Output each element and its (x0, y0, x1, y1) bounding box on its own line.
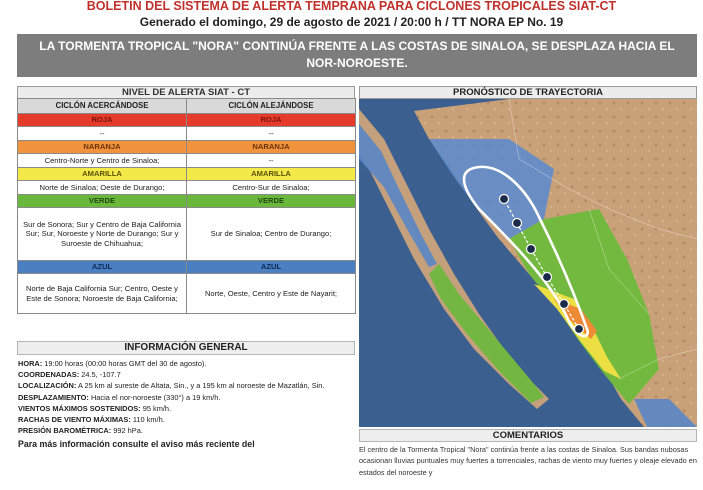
approaching-value: Centro-Norte y Centro de Sinaloa; (18, 154, 187, 168)
info-coordenadas (18, 369, 356, 380)
level-label-departing: NARANJA (187, 141, 356, 154)
alert-value-row (18, 208, 356, 261)
loc-label: LOCALIZACIÓN: (18, 381, 77, 391)
info-desplazamiento (18, 392, 356, 403)
info-hora (18, 358, 356, 369)
rachas-value: 110 km/h. (132, 415, 165, 425)
presion-label: PRESIÓN BAROMÉTRICA: (18, 426, 112, 436)
info-presion (18, 425, 356, 436)
alert-level-row-naranja (18, 141, 356, 154)
storm-position-marker (527, 245, 536, 254)
info-panel (18, 358, 356, 450)
presion-value: 992 hPa. (113, 426, 143, 436)
hora-label: HORA: (18, 359, 43, 368)
desp-value: Hacia el nor-noroeste (330°) a 19 km/h. (90, 392, 221, 402)
level-label-approaching: ROJA (18, 114, 187, 127)
approaching-value: Norte de Baja California Sur; Centro, Oeste y Este de Sonora; Noroeste de Baja California; (18, 274, 187, 314)
level-label-departing: AMARILLA (187, 168, 356, 181)
alert-level-row-roja (18, 114, 356, 127)
alert-section-title: NIVEL DE ALERTA SIAT - CT (17, 86, 355, 99)
departing-value: Centro-Sur de Sinaloa; (187, 181, 356, 195)
alert-value-row (18, 181, 356, 195)
storm-position-marker (500, 195, 509, 204)
alert-value-row (18, 154, 356, 168)
departing-value: Norte, Oeste, Centro y Este de Nayarit; (187, 274, 356, 314)
alert-level-row-azul (18, 261, 356, 274)
storm-position-marker (543, 273, 552, 282)
level-label-approaching: AMARILLA (18, 168, 187, 181)
alert-value-row (18, 274, 356, 314)
level-label-approaching: VERDE (18, 195, 187, 208)
rachas-label: RACHAS DE VIENTO MÁXIMAS: (18, 415, 131, 425)
departing-value: -- (187, 127, 356, 141)
map-section-title: PRONÓSTICO DE TRAYECTORIA (359, 86, 697, 99)
trajectory-map-graphic (359, 99, 697, 427)
alert-level-table (17, 98, 356, 314)
bulletin-subtitle: Generado el domingo, 29 de agosto de 2021 / 20:00 h / TT NORA EP No. 19 (139, 15, 564, 29)
info-more-link: Para más información consulte el aviso más reciente del (18, 439, 255, 450)
info-rachas (18, 414, 356, 425)
level-label-departing: AZUL (187, 261, 356, 274)
info-vientos (18, 403, 356, 414)
level-label-approaching: AZUL (18, 261, 187, 274)
desp-label: DESPLAZAMIENTO: (18, 392, 89, 402)
info-section-title: INFORMACIÓN GENERAL (17, 341, 355, 355)
coord-value: 24.5, -107.7 (81, 370, 121, 380)
headline-banner: LA TORMENTA TROPICAL "NORA" CONTINÚA FRENTE A LAS COSTAS DE SINALOA, SE DESPLAZA HACIA EL NOR-NOROESTE. (17, 34, 697, 77)
alert-level-row-verde (18, 195, 356, 208)
departing-value: -- (187, 154, 356, 168)
col-departing-header: CICLÓN ALEJÁNDOSE (187, 99, 356, 114)
approaching-value: -- (18, 127, 187, 141)
comments-text: El centro de la Tormenta Tropical "Nora" continúa frente a las costas de Sinaloa. Sus bandas nubosas ocasionan lluvias puntuales muy fuertes a torrenciales, rachas de viento muy fuertes y oleaje elevado en estados del noroeste y (359, 445, 697, 477)
vientos-value: 95 km/h. (142, 403, 172, 413)
approaching-value: Norte de Sinaloa; Oeste de Durango; (18, 181, 187, 195)
alert-value-row (18, 127, 356, 141)
bulletin-title: BOLETÍN DEL SISTEMA DE ALERTA TEMPRANA PARA CICLONES TROPICALES SIAT-CT (86, 0, 617, 13)
level-label-approaching: NARANJA (18, 141, 187, 154)
loc-value: A 25 km al sureste de Altata, Sin., y a 195 km al noroeste de Mazatlán, Sin. (77, 381, 325, 391)
col-approaching-header: CICLÓN ACERCÁNDOSE (18, 99, 187, 114)
level-label-departing: ROJA (187, 114, 356, 127)
storm-position-marker (575, 325, 584, 334)
approaching-value: Sur de Sonora; Sur y Centro de Baja California Sur; Sur, Noroeste y Norte de Durango; Sur y Suroeste de Chihuahua; (18, 208, 187, 261)
trajectory-map (359, 99, 697, 427)
comments-section-title: COMENTARIOS (359, 429, 697, 442)
info-localizacion (18, 380, 356, 391)
vientos-label: VIENTOS MÁXIMOS SOSTENIDOS: (18, 403, 141, 413)
storm-position-marker (513, 219, 522, 228)
departing-value: Sur de Sinaloa; Centro de Durango; (187, 208, 356, 261)
alert-level-row-amarilla (18, 168, 356, 181)
storm-position-marker (560, 300, 569, 309)
coord-label: COORDENADAS: (18, 370, 80, 380)
level-label-departing: VERDE (187, 195, 356, 208)
hora-value: 19:00 horas (00:00 horas GMT del 30 de agosto). (44, 359, 207, 368)
alert-column-headers (18, 99, 356, 114)
